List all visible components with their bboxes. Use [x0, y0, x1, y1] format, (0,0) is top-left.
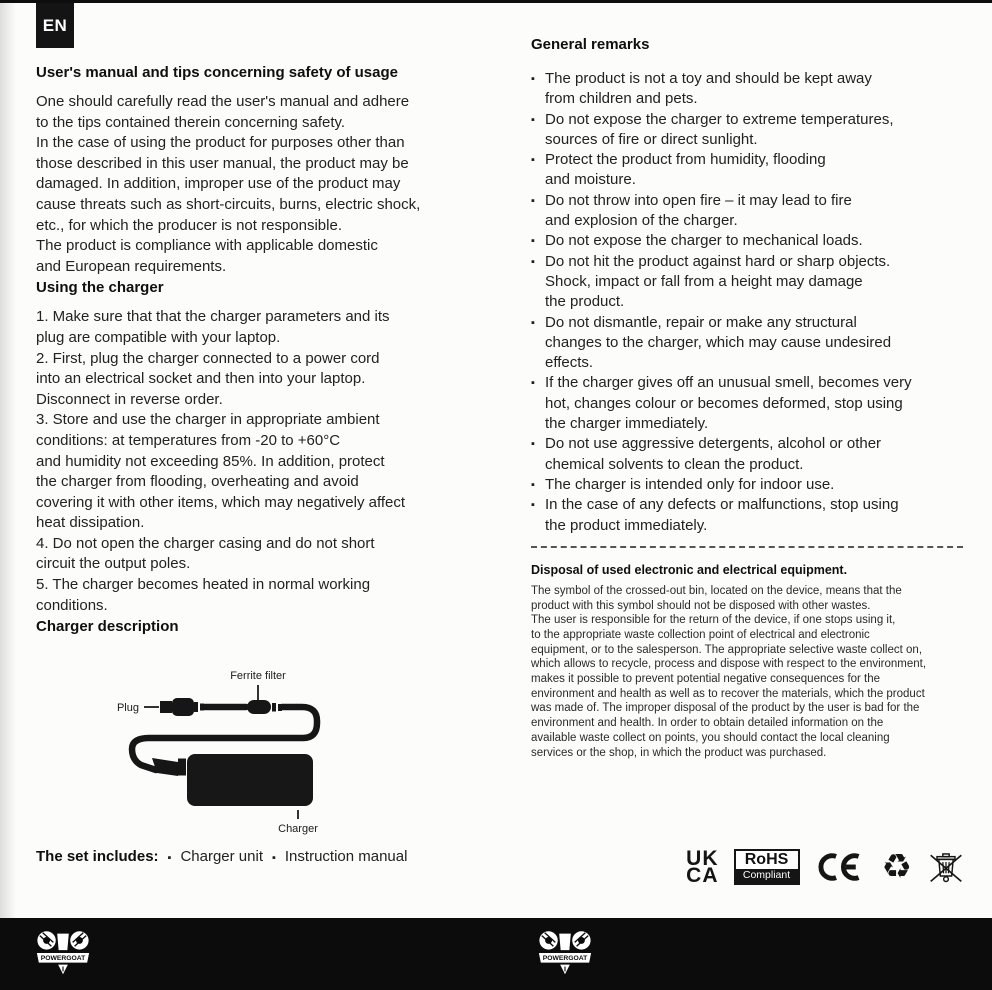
rohs-badge [734, 849, 800, 885]
set-includes-item: Charger unit [180, 848, 263, 866]
certification-badges [531, 848, 971, 886]
remark-text: Do not hit the product against hard or sharp objects. Shock, impact or fall from a height may damage the product. [545, 252, 891, 311]
section-title-description: Charger description [36, 618, 179, 636]
dashed-divider [531, 546, 963, 548]
plug-connector [172, 698, 194, 716]
dc-connector-collar [178, 759, 186, 776]
left-column [36, 62, 486, 865]
list-item [531, 150, 971, 191]
ferrite-collar [272, 703, 276, 712]
ce-mark-icon [815, 852, 867, 882]
ferrite-filter-label: Ferrite filter [230, 670, 286, 683]
ukca-line-uk: UK [686, 846, 719, 870]
list-item [531, 434, 971, 475]
recycling-icon: ♻ [881, 847, 912, 888]
powergoat-logo [536, 927, 594, 979]
remark-text: The charger is intended only for indoor use. [545, 475, 835, 493]
section-title-using: Using the charger [36, 279, 164, 297]
bullet-marker: ▪ [531, 73, 535, 85]
disposal-paragraph: The symbol of the crossed-out bin, located on the device, means that the product with this symbol should not be disposed with other wastes. The user is responsible for the return of the device, if one stops using it, to the appropriate waste collection point of electrical and electronic equipment, or to the salesperson. The appropriate selective waste collect on, which allows to recycle, process and dispose with respect to the environment, makes it possible to prevent potential negative consequences for the environment and health as well as to recover the materials, which the product was made of. The improper disposal of the product by the user is bad for the environment and health. In order to obtain detailed information on the available waste collect on points, you should contact the local cleaning services or the shop, in which the product was purchased. [531, 584, 927, 759]
brand-text: POWERGOAT [542, 955, 588, 963]
rohs-compliant-label: Compliant [736, 869, 798, 883]
remark-text: The product is not a toy and should be kept away from children and pets. [545, 70, 872, 108]
remark-text: Do not expose the charger to extreme temperatures, sources of fire or direct sunlight. [545, 110, 894, 148]
footer-bar [0, 918, 992, 990]
list-item [531, 475, 971, 495]
weee-bin-icon [927, 849, 965, 885]
top-edge-strip [0, 0, 992, 3]
bullet-marker: ▪ [531, 499, 535, 512]
bullet-marker: ▪ [531, 235, 535, 248]
remark-text: Do not throw into open fire – it may lead to fire and explosion of the charger. [545, 191, 852, 230]
remark-text: Do not expose the charger to mechanical loads. [545, 232, 863, 250]
remark-text: Do not dismantle, repair or make any structural changes to the charger, which may cause undesired effects. [545, 313, 892, 372]
list-item [531, 252, 971, 313]
bullet-marker: ▪ [531, 438, 535, 451]
list-item [531, 373, 971, 434]
charger-label: Charger [278, 823, 318, 836]
right-column [531, 34, 971, 886]
list-item [531, 231, 971, 251]
bullet-marker: ▪ [531, 316, 535, 329]
ukca-line-ca: CA [686, 864, 719, 888]
using-steps: 1. Make sure that that the charger parameters and its plug are compatible with your laptop. 2. First, plug the charger connected to a power cord into an electrical socket and then into your laptop. Disconnect in reverse order. 3. Store and use the charger in appropriate ambient conditions: at temperatures from -20 to +60°C and humidity not exceeding 85%. In addition, protect the charger from flooding, overheating and avoid covering it with other items, which may negatively affect heat dissipation. 4. Do not open the charger casing and do not short circuit the output poles. 5. The charger becomes heated in normal working conditions. [36, 308, 406, 614]
set-includes-line [36, 848, 486, 865]
rohs-label: RoHS [744, 851, 789, 869]
powergoat-logo [34, 927, 92, 979]
list-item [531, 495, 971, 536]
set-includes-label: The set includes: [36, 848, 159, 866]
dc-connector [152, 758, 178, 776]
brand-text: POWERGOAT [40, 955, 86, 963]
bullet-marker: ▪ [531, 154, 535, 167]
language-badge: EN [36, 3, 74, 48]
bullet-marker: ▪ [167, 852, 172, 865]
safety-paragraph: One should carefully read the user's manual and adhere to the tips contained therein concerning safety. In the case of using the product for purposes other than those described in this user manual, the product may be damaged. In addition, improper use of the product may cause threats such as short-circuits, burns, electric shock, etc., for which the producer is not responsible. The product is compliance with applicable domestic and European requirements. [36, 93, 421, 275]
section-title-safety: User's manual and tips concerning safety of usage [36, 64, 398, 81]
remark-text: Protect the product from humidity, flooding and moisture. [545, 151, 826, 189]
set-includes-item: Instruction manual [284, 848, 408, 866]
bullet-marker: ▪ [531, 478, 535, 491]
bullet-marker: ▪ [271, 852, 276, 865]
bullet-marker: ▪ [531, 255, 535, 268]
bullet-marker: ▪ [531, 377, 535, 390]
plug-collar [194, 702, 198, 712]
general-remarks-list [531, 69, 971, 536]
plug-tip [160, 701, 172, 713]
charger-diagram [36, 646, 486, 838]
charger-diagram-svg [36, 646, 476, 838]
list-item [531, 110, 971, 151]
bullet-marker: ▪ [531, 113, 535, 126]
disposal-title: Disposal of used electronic and electrical equipment. [531, 562, 848, 577]
bullet-marker: ▪ [531, 194, 535, 207]
remark-text: If the charger gives off an unusual smell, becomes very hot, changes colour or becomes deformed, stop using the charger immediately. [545, 374, 912, 433]
ukca-mark [686, 846, 719, 888]
list-item [531, 191, 971, 232]
remark-text: Do not use aggressive detergents, alcohol or other chemical solvents to clean the product. [545, 435, 882, 473]
remark-text: In the case of any defects or malfunctions, stop using the product immediately. [545, 496, 899, 534]
plug-label: Plug [116, 702, 139, 715]
section-title-general-remarks: General remarks [531, 36, 650, 53]
ferrite-filter [247, 700, 271, 714]
list-item [531, 69, 971, 110]
charger-body [187, 754, 313, 806]
list-item [531, 313, 971, 374]
